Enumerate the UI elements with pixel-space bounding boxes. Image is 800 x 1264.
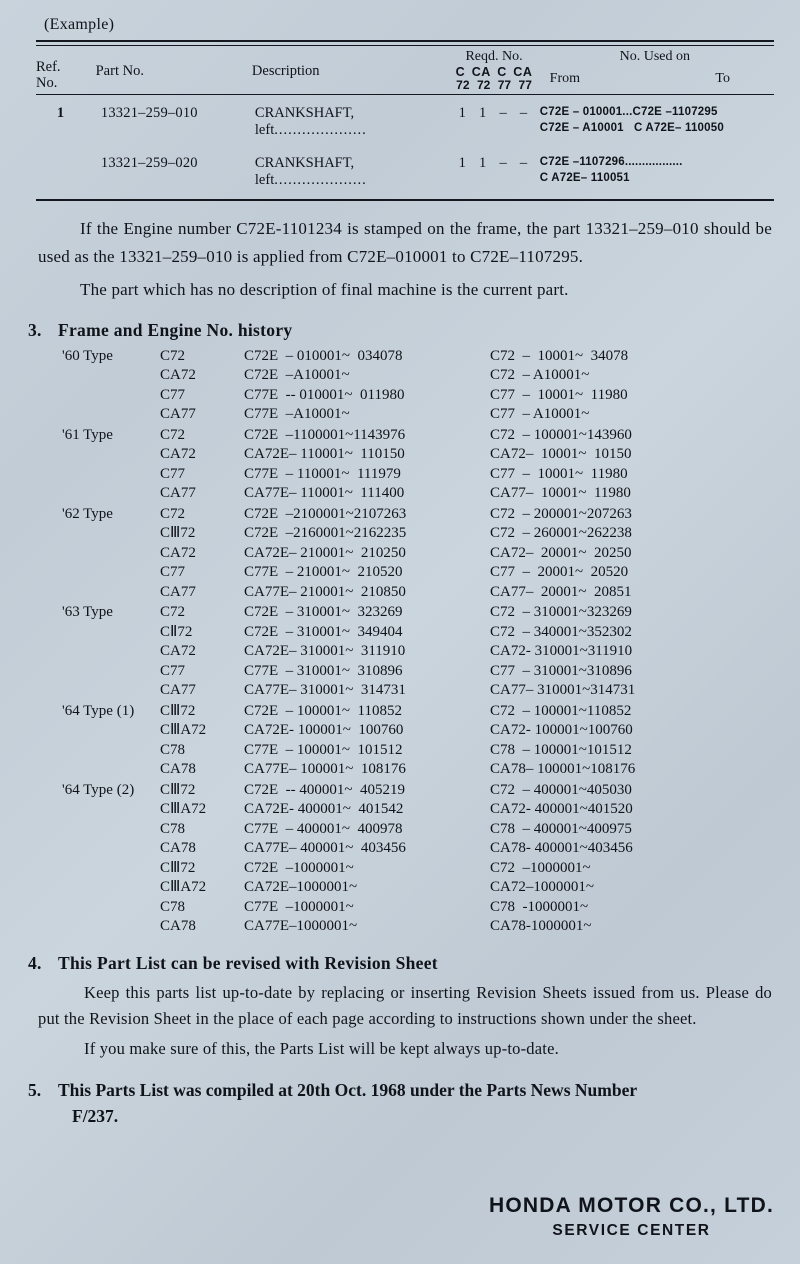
history-row (28, 760, 778, 780)
history-model: CA72 (160, 544, 196, 561)
history-engine-range: C72E – 310001~ 323269 (244, 604, 403, 621)
history-year: '62 Type (62, 505, 113, 522)
history-frame-range: CA78-1000001~ (490, 918, 592, 935)
history-engine-range: C72E –1100001~1143976 (244, 426, 406, 443)
paragraph-current-part: The part which has no description of final machine is the current part. (80, 280, 569, 300)
history-engine-range: C77E – 110001~ 111979 (244, 465, 401, 482)
header-reqd-models: C CA C CA (455, 64, 533, 79)
history-engine-range: C77E –1000001~ (244, 898, 354, 915)
history-engine-range: C77E –A10001~ (244, 406, 350, 423)
cell-part-no: 13321–259–020 (100, 155, 198, 172)
history-frame-range: CA77– 20001~ 20851 (490, 583, 632, 600)
history-model: CⅢ72 (160, 702, 196, 719)
history-row (28, 524, 778, 544)
history-engine-range: CA72E- 400001~ 401542 (244, 801, 404, 818)
history-row (28, 662, 778, 682)
header-used-title: No. Used on (619, 49, 691, 64)
history-model: C72 (160, 426, 186, 443)
header-from-to (536, 65, 774, 87)
example-table-header (36, 46, 774, 94)
history-model: CⅢA72 (160, 722, 207, 739)
history-row (28, 741, 778, 761)
header-reqd-years: 72 72 77 77 (456, 77, 532, 92)
history-model: CA78 (160, 761, 196, 778)
history-engine-range: C77E – 310001~ 310896 (244, 662, 403, 679)
history-engine-range: C72E -- 400001~ 405219 (244, 781, 406, 798)
history-frame-range: C78 – 100001~101512 (490, 741, 632, 758)
cell-qty: 1 1 – – (458, 105, 528, 122)
history-row (28, 800, 778, 820)
history-frame-range: C78 – 400001~400975 (490, 820, 632, 837)
history-model: C77 (160, 465, 186, 482)
history-engine-range: C72E –2160001~2162235 (244, 525, 407, 542)
history-model: C78 (160, 898, 186, 915)
paragraph-engine-number-example: If the Engine number C72E-1101234 is stamped on the frame, the part 13321–259–010 should be used as the 13321–259–010 is applied from C72E–010001 to C72E–1107295. (38, 219, 772, 266)
frame-engine-history-table (28, 347, 778, 937)
table-row (36, 143, 774, 193)
cell-qty: 1 1 – – (458, 155, 528, 172)
history-model: CA72 (160, 643, 196, 660)
history-frame-range: C72 – 310001~323269 (490, 604, 632, 621)
header-reqd-no (452, 49, 535, 92)
history-model: CⅡ72 (160, 623, 193, 640)
history-row (28, 623, 778, 643)
history-engine-range: CA77E– 110001~ 111400 (244, 485, 405, 502)
history-frame-range: C77 – 10001~ 11980 (490, 386, 628, 403)
history-frame-range: C72 – 260001~262238 (490, 525, 632, 542)
history-year: '61 Type (62, 426, 113, 443)
history-row (28, 839, 778, 859)
history-frame-range: C72 – 200001~207263 (490, 505, 632, 522)
history-row (28, 820, 778, 840)
history-engine-range: C77E – 210001~ 210520 (244, 564, 403, 581)
history-engine-range: CA72E– 310001~ 311910 (244, 643, 406, 660)
history-engine-range: C77E -- 010001~ 011980 (244, 386, 405, 403)
history-row (28, 681, 778, 701)
cell-used-on: C72E –1107296................. C A72E– 110051 (539, 156, 683, 184)
history-frame-range: C78 -1000001~ (490, 898, 589, 915)
history-row (28, 702, 778, 722)
history-row (28, 465, 778, 485)
footer-company: HONDA MOTOR CO., LTD. (489, 1194, 774, 1217)
history-frame-range: CA77– 310001~314731 (490, 682, 636, 699)
history-frame-range: CA72- 400001~401520 (490, 801, 633, 818)
history-group (28, 426, 778, 504)
history-engine-range: CA77E– 210001~ 210850 (244, 583, 406, 600)
history-engine-range: CA77E– 310001~ 314731 (244, 682, 406, 699)
history-frame-range: CA72–1000001~ (490, 879, 594, 896)
history-group (28, 781, 778, 937)
section-5-heading (28, 1077, 778, 1130)
header-ref-no: Ref. No. (36, 59, 61, 92)
history-model: CⅢ72 (160, 781, 196, 798)
history-row (28, 859, 778, 879)
history-row (28, 386, 778, 406)
section-3-title: Frame and Engine No. history (58, 319, 293, 340)
history-engine-range: CA72E–1000001~ (244, 879, 358, 896)
history-row (28, 917, 778, 937)
history-frame-range: C77 – 10001~ 11980 (490, 465, 628, 482)
history-model: CA78 (160, 918, 196, 935)
history-year: '60 Type (62, 347, 113, 364)
history-year: '64 Type (1) (62, 702, 135, 719)
history-model: CⅢ72 (160, 859, 196, 876)
history-engine-range: CA72E- 100001~ 100760 (244, 722, 404, 739)
history-frame-range: C77 – A10001~ (490, 406, 590, 423)
history-frame-range: C72 – 10001~ 34078 (490, 347, 629, 364)
section-3-number: 3. (28, 319, 42, 340)
footer-department: SERVICE CENTER (552, 1222, 711, 1239)
history-model: C78 (160, 820, 186, 837)
table-bottom-rule (36, 199, 774, 201)
history-engine-range: CA77E– 400001~ 403456 (244, 840, 406, 857)
history-engine-range: C72E – 100001~ 110852 (244, 702, 402, 719)
history-row (28, 781, 778, 801)
history-row (28, 878, 778, 898)
history-group (28, 505, 778, 603)
history-row (28, 583, 778, 603)
history-frame-range: CA72- 310001~311910 (490, 643, 633, 660)
history-model: C77 (160, 662, 186, 679)
history-model: C72 (160, 505, 186, 522)
history-model: CⅢA72 (160, 879, 207, 896)
history-row (28, 642, 778, 662)
history-model: CA77 (160, 682, 196, 699)
history-frame-range: C72 – 100001~110852 (490, 702, 632, 719)
history-engine-range: C72E –1000001~ (244, 859, 354, 876)
history-row (28, 544, 778, 564)
section-4-number: 4. (28, 952, 42, 973)
history-engine-range: CA77E–1000001~ (244, 918, 358, 935)
history-model: C72 (160, 604, 186, 621)
history-frame-range: CA78- 400001~403456 (490, 840, 633, 857)
header-reqd-title: Reqd. No. (465, 49, 523, 64)
section-5-number: 5. (28, 1079, 42, 1100)
history-engine-range: C72E –2100001~2107263 (244, 505, 407, 522)
history-engine-range: C72E – 010001~ 034078 (244, 347, 403, 364)
history-model: CA72 (160, 367, 196, 384)
history-model: CA72 (160, 446, 196, 463)
section-3-heading (28, 320, 778, 341)
section-4-heading (28, 953, 778, 974)
paragraph-revision-keep: Keep this parts list up-to-date by replacing or inserting Revision Sheets issued from us. Please do put the Revision Sheet in the place of each page according to instructions shown under the sheet. (38, 982, 772, 1029)
history-model: C78 (160, 741, 186, 758)
history-frame-range: C72 – 400001~405030 (490, 781, 632, 798)
section-5-title: This Parts List was compiled at 20th Oct. 1968 under the Parts News Number (58, 1079, 638, 1100)
history-frame-range: CA72– 10001~ 10150 (490, 446, 632, 463)
history-model: C72 (160, 347, 186, 364)
footer (489, 1194, 774, 1240)
table-row (36, 101, 774, 143)
header-description: Description (251, 63, 320, 79)
cell-part-no: 13321–259–010 (100, 105, 198, 122)
cell-ref: 1 (56, 105, 65, 122)
history-row (28, 603, 778, 623)
history-engine-range: C72E – 310001~ 349404 (244, 623, 403, 640)
history-group (28, 347, 778, 425)
history-model: CA77 (160, 406, 196, 423)
history-frame-range: C72 – 340001~352302 (490, 623, 632, 640)
history-year: '63 Type (62, 604, 113, 621)
history-frame-range: CA78– 100001~108176 (490, 761, 636, 778)
example-table (36, 38, 774, 201)
history-row (28, 405, 778, 425)
history-frame-range: C72 – A10001~ (490, 367, 590, 384)
history-frame-range: CA72- 100001~100760 (490, 722, 633, 739)
cell-description: CRANKSHAFT, left.................... (254, 155, 367, 189)
history-engine-range: CA72E– 110001~ 110150 (244, 446, 405, 463)
example-label: (Example) (44, 16, 115, 33)
section-5-subtitle: F/237. (72, 1106, 119, 1127)
history-frame-range: CA77– 10001~ 11980 (490, 485, 631, 502)
example-table-body (36, 95, 774, 199)
history-group (28, 702, 778, 780)
cell-description: CRANKSHAFT, left.................... (254, 105, 367, 139)
header-to: To (715, 70, 730, 86)
history-engine-range: C77E – 400001~ 400978 (244, 820, 403, 837)
section-4-title: This Part List can be revised with Revision Sheet (58, 952, 438, 973)
history-engine-range: C77E – 100001~ 101512 (244, 741, 403, 758)
header-from: From (549, 70, 580, 86)
history-model: C77 (160, 564, 186, 581)
header-used-on (536, 49, 774, 92)
history-model: CA77 (160, 485, 196, 502)
history-frame-range: C72 – 100001~143960 (490, 426, 632, 443)
history-model: CA78 (160, 840, 196, 857)
history-row (28, 366, 778, 386)
history-model: C77 (160, 386, 186, 403)
history-row (28, 484, 778, 504)
cell-used-on: C72E – 010001...C72E –1107295 C72E – A10001 C A72E– 110050 (539, 106, 724, 134)
history-row (28, 445, 778, 465)
history-row (28, 426, 778, 446)
history-year: '64 Type (2) (62, 781, 135, 798)
history-row (28, 898, 778, 918)
history-frame-range: C77 – 20001~ 20520 (490, 564, 629, 581)
history-engine-range: CA77E– 100001~ 108176 (244, 761, 406, 778)
history-row (28, 505, 778, 525)
history-frame-range: C77 – 310001~310896 (490, 662, 632, 679)
history-row (28, 347, 778, 367)
history-engine-range: C72E –A10001~ (244, 367, 350, 384)
history-model: CⅢ72 (160, 525, 196, 542)
history-row (28, 721, 778, 741)
history-model: CⅢA72 (160, 801, 207, 818)
history-engine-range: CA72E– 210001~ 210250 (244, 544, 406, 561)
history-frame-range: CA72– 20001~ 20250 (490, 544, 632, 561)
history-model: CA77 (160, 583, 196, 600)
history-row (28, 563, 778, 583)
paragraph-revision-sure: If you make sure of this, the Parts List will be kept always up-to-date. (84, 1039, 559, 1059)
header-part-no: Part No. (95, 63, 144, 79)
history-frame-range: C72 –1000001~ (490, 859, 591, 876)
history-group (28, 603, 778, 701)
